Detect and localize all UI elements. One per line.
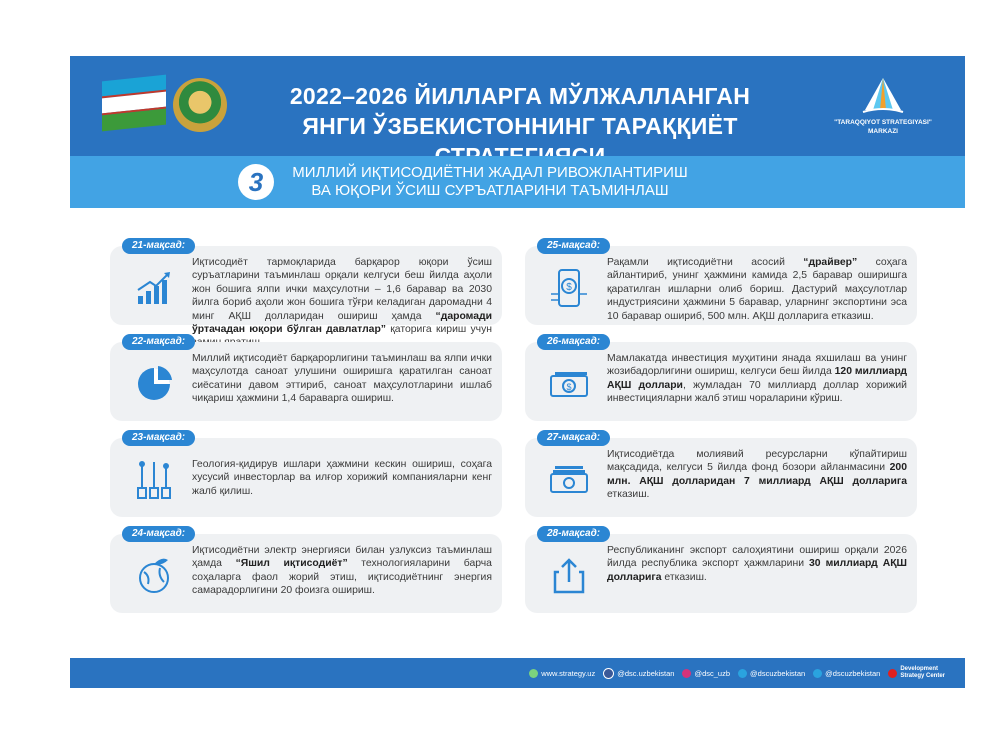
green-globe-icon bbox=[132, 554, 176, 598]
state-emblem-icon bbox=[173, 78, 227, 132]
dsc-line-1: Development bbox=[900, 666, 938, 672]
facebook-icon bbox=[603, 668, 614, 679]
section-line-1: МИЛЛИЙ ИҚТИСОДИЁТНИ ЖАДАЛ РИВОЖЛАНТИРИШ bbox=[292, 164, 688, 181]
goal-tag: 26-мақсад: bbox=[537, 334, 610, 350]
header-top bbox=[70, 56, 965, 156]
twitter-text: @dscuzbekistan bbox=[825, 668, 881, 678]
uzbekistan-flag-icon bbox=[102, 75, 166, 132]
tent-logo-icon bbox=[861, 76, 905, 116]
export-icon bbox=[547, 554, 591, 598]
goal-tag: 25-мақсад: bbox=[537, 238, 610, 254]
goal-tag: 27-мақсад: bbox=[537, 430, 610, 446]
goal-card-22 bbox=[110, 336, 502, 421]
goal-card-21 bbox=[110, 240, 502, 336]
goal-card-25 bbox=[525, 240, 917, 325]
banknotes-icon bbox=[547, 458, 591, 502]
goal-text: Миллий иқтисодиёт барқарорлигини таъминлаш ва ялпи ички маҳсулотда саноат улушини оширишга қаратилган саноат сиёсатини давом эттириб, саноат маҳсулотларини ишлаб чиқариш ҳажмини 1,4 бараварга ошириш. bbox=[192, 353, 492, 405]
svg-text:$: $ bbox=[566, 382, 572, 392]
title-line-1: 2022–2026 ЙИЛЛАРГА МЎЛЖАЛЛАНГАН bbox=[289, 83, 751, 109]
instagram-icon bbox=[682, 669, 691, 678]
goal-text: Иқтисодиётда молиявий ресурсларни кўпайтириш мақсадида, келгуси 5 йилда фонд бозори айланмасини 200 млн. АҚШ долларидан 7 миллиард АҚШ долларига етказиш. bbox=[607, 449, 907, 501]
goal-card-24 bbox=[110, 528, 502, 613]
facebook-link[interactable] bbox=[603, 668, 674, 679]
goal-card-28 bbox=[525, 528, 917, 613]
section-banner bbox=[70, 156, 965, 208]
social-links bbox=[529, 666, 945, 680]
dsc-logo bbox=[888, 666, 945, 680]
facebook-text: @dsc.uzbekistan bbox=[617, 668, 675, 678]
digital-phone-icon bbox=[547, 266, 591, 310]
website-text: www.strategy.uz bbox=[541, 668, 596, 678]
telegram-text: @dscuzbekistan bbox=[750, 668, 806, 678]
website-link[interactable] bbox=[529, 669, 595, 678]
goal-card-23 bbox=[110, 432, 502, 517]
strategy-center-logo bbox=[823, 76, 943, 136]
instagram-link[interactable] bbox=[682, 669, 730, 678]
goal-card-27 bbox=[525, 432, 917, 517]
section-number: 3 bbox=[238, 164, 274, 200]
logo-line-2: MARKAZI bbox=[868, 128, 898, 135]
svg-text:$: $ bbox=[566, 282, 572, 293]
telegram-icon bbox=[738, 669, 747, 678]
goal-text: Рақамли иқтисодиётни асосий “драйвер” соҳага айлантириб, унинг ҳажмини камида 2,5 баравар оширишга қаратилган ишларни олиб бориш. Дастурий маҳсулотлар индустриясини ҳажмини 5 баравар, уларнинг экспортини эса 10 баравар ошириб, 500 млн. АҚШ долларига етказиш. bbox=[607, 257, 907, 322]
goal-tag: 22-мақсад: bbox=[122, 334, 195, 350]
dsc-line-2: Strategy Center bbox=[900, 673, 945, 679]
goal-tag: 21-мақсад: bbox=[122, 238, 195, 254]
growth-chart-icon bbox=[132, 266, 176, 310]
twitter-icon bbox=[813, 669, 822, 678]
goal-text: Иқтисодиётни электр энергияси билан узлуксиз таъминлаш ҳамда “Яшил иқтисодиёт” технологияларини барча соҳаларга фаол жорий этиш, иқтисодиётнинг энергия самарадорлигини 20 фоизга ошириш. bbox=[192, 545, 492, 597]
section-title bbox=[280, 164, 700, 200]
tools-icon bbox=[132, 458, 176, 502]
goal-text: Мамлакатда инвестиция муҳитини янада яхшилаш ва унинг жозибадорлигини ошириш, келгуси беш йилда 120 миллиард АҚШ доллари, жумладан 70 миллиард доллар хорижий инвестицияларни жалб этиш чораларини кўриш. bbox=[607, 353, 907, 405]
telegram-link[interactable] bbox=[738, 669, 805, 678]
title-line-2: ЯНГИ ЎЗБЕКИСТОННИНГ ТАРАҚҚИЁТ bbox=[302, 113, 738, 139]
section-line-2: ВА ЮҚОРИ ЎСИШ СУРЪАТЛАРИНИ ТАЪМИНЛАШ bbox=[311, 182, 669, 199]
footer bbox=[70, 658, 965, 688]
goal-card-26 bbox=[525, 336, 917, 421]
pie-chart-icon bbox=[132, 362, 176, 406]
money-icon bbox=[547, 362, 591, 406]
instagram-text: @dsc_uzb bbox=[694, 668, 731, 678]
globe-icon bbox=[529, 669, 538, 678]
header bbox=[70, 56, 965, 208]
goal-tag: 23-мақсад: bbox=[122, 430, 195, 446]
youtube-icon bbox=[888, 669, 897, 678]
goal-text: Иқтисодиёт тармоқларида барқарор юқори ўсиш суръатларини таъминлаш орқали келгуси беш йилда аҳоли жон бошига ялпи ички маҳсулотни – 1,6 баравар ва 2030 йилга бориб аҳоли жон бошига тўғри келадиган даромадни 4 минг АҚШ долларидан ошириш ҳамда “даромади ўртачадан юқори бўлган давлатлар” қаторига кириш учун bbox=[192, 257, 492, 336]
logo-line-1: "TARAQQIYOT STRATEGIYASI" bbox=[834, 119, 932, 126]
infographic-poster bbox=[70, 56, 965, 688]
goal-tag: 24-мақсад: bbox=[122, 526, 195, 542]
goal-text: Геология-қидирув ишлари ҳажмини кескин ошириш, соҳага хусусий инвесторлар ва илғор хорижий компанияларни кенг жалб қилиш. bbox=[192, 459, 492, 497]
twitter-link[interactable] bbox=[813, 669, 880, 678]
goal-text: Республиканинг экспорт салоҳиятини ошириш орқали 2026 йилда республика экспорт ҳажмларини 30 миллиард АҚШ долларига етказиш. bbox=[607, 545, 907, 583]
goal-tag: 28-мақсад: bbox=[537, 526, 610, 542]
